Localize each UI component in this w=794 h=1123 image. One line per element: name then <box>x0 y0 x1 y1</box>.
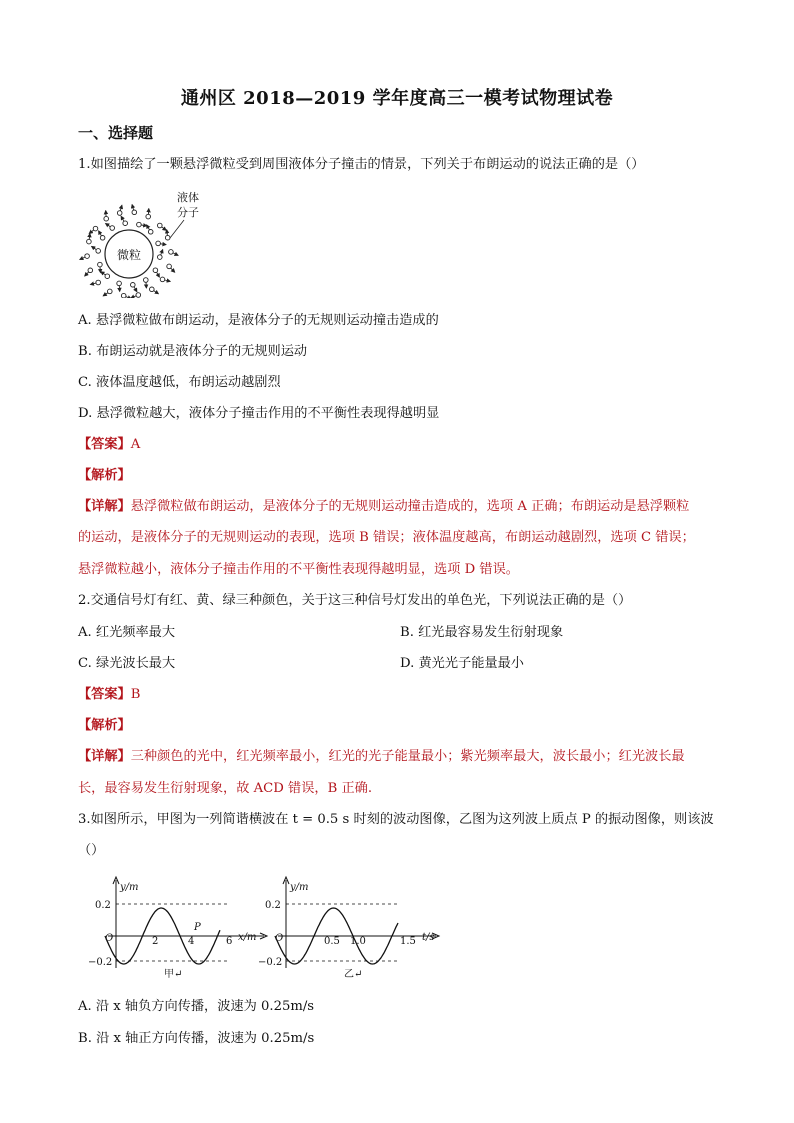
q1-analysis-tag: 【解析】 <box>78 468 131 483</box>
molecule <box>153 268 158 273</box>
molecule <box>100 236 105 241</box>
detail-text: 三种颜色的光中，红光频率最小，红光的光子能量最小；紫光频率最大，波长最小；红光波长最 <box>130 749 685 764</box>
q3-option-b: B. 沿 x 轴正方向传播，波速为 0.25m/s <box>78 1031 315 1046</box>
molecule-velocity-arrow <box>103 293 108 296</box>
y-tick-label: −0.2 <box>88 957 113 968</box>
q3-stem-line-2: （） <box>78 843 105 858</box>
q3-stem-line-1: 3.如图所示，甲图为一列简谐横波在 t = 0.5 s 时刻的波动图像，乙图为这列波上质点 P 的振动图像，则该波 <box>78 812 714 827</box>
molecule <box>158 223 163 228</box>
particle-label: 微粒 <box>116 248 142 262</box>
molecule <box>96 280 101 285</box>
molecule-velocity-arrow <box>147 225 150 230</box>
molecule <box>160 277 165 282</box>
molecule <box>98 262 103 267</box>
molecule <box>131 283 136 288</box>
molecule <box>136 293 141 298</box>
molecule-velocity-arrow <box>131 296 136 298</box>
x-tick-label: 1.0 <box>350 936 366 947</box>
molecule-velocity-arrow <box>173 253 178 256</box>
molecule <box>144 278 149 283</box>
molecule <box>117 281 122 286</box>
molecule-velocity-arrow <box>154 291 159 294</box>
y-tick-label: −0.2 <box>258 957 283 968</box>
answer-value: B <box>130 687 141 702</box>
molecule <box>169 250 174 255</box>
q1-detail-line-1 <box>78 498 689 516</box>
x-tick-label: 2 <box>152 936 159 947</box>
molecule-velocity-arrow <box>167 230 168 236</box>
wave-graph-jia <box>88 872 278 982</box>
answer-value: A <box>130 437 141 452</box>
molecule-velocity-arrow <box>141 225 147 226</box>
molecule-velocity-arrow <box>162 227 167 230</box>
molecule <box>150 287 155 292</box>
q1-option-c: C. 液体温度越低，布朗运动越剧烈 <box>78 375 281 390</box>
molecule-velocity-arrow <box>120 205 122 211</box>
molecule <box>132 210 137 215</box>
graph-caption: 乙↵ <box>344 969 363 980</box>
q1-stem: 1.如图描绘了一颗悬浮微粒受到周围液体分子撞击的情景，下列关于布朗运动的说法正确的是（） <box>78 157 645 172</box>
molecule <box>167 264 172 269</box>
molecule <box>156 241 161 246</box>
y-tick-label: 0.2 <box>95 900 111 911</box>
molecule-velocity-arrow <box>80 257 85 259</box>
x-axis-label: t/s <box>422 932 435 943</box>
molecule-velocity-arrow <box>99 231 102 236</box>
molecule <box>85 254 90 259</box>
x-tick-label: 1.5 <box>400 936 416 947</box>
liquid-label-1: 液体 <box>177 191 199 204</box>
molecule-velocity-arrow <box>171 268 175 272</box>
molecule <box>121 293 126 298</box>
q1-answer <box>78 436 140 454</box>
q2-analysis-tag: 【解析】 <box>78 718 131 733</box>
molecule-velocity-arrow <box>126 297 131 298</box>
x-axis-label: x/m <box>238 932 257 943</box>
molecule-velocity-arrow <box>89 234 90 240</box>
molecule-velocity-arrow <box>157 272 160 277</box>
molecule <box>87 239 92 244</box>
molecule-velocity-arrow <box>165 280 171 281</box>
molecule-velocity-arrow <box>132 205 134 211</box>
page-title: 通州区 2018—2019 学年度高三一模考试物理试卷 <box>180 88 614 109</box>
detail-text: 悬浮微粒做布朗运动，是液体分子的无规则运动撞击造成的，选项 A 正确；布朗运动是悬浮颗粒 <box>130 499 690 514</box>
molecule-velocity-arrow <box>161 250 163 255</box>
molecule-velocity-arrow <box>134 287 137 292</box>
q2-detail-line-2: 长，最容易发生衍射现象，故 ACD 错误，B 正确. <box>78 781 373 796</box>
molecule <box>123 221 128 226</box>
molecule <box>110 226 115 231</box>
y-axis-label: y/m <box>120 882 139 893</box>
molecule <box>137 222 142 227</box>
section-heading: 一、选择题 <box>78 124 154 142</box>
origin-label: O <box>105 933 114 944</box>
q1-detail-line-2: 的运动，是液体分子的无规则运动的表现，选项 B 错误；液体温度越高，布朗运动越剧烈，选项 C 错误； <box>78 530 695 545</box>
molecule-velocity-arrow <box>100 267 101 273</box>
molecule <box>117 211 122 216</box>
molecule-velocity-arrow <box>85 272 89 276</box>
answer-tag: 【答案】 <box>78 437 131 452</box>
brownian-motion-figure <box>76 186 206 298</box>
molecule <box>158 255 163 260</box>
answer-tag: 【答案】 <box>78 687 131 702</box>
molecule-velocity-arrow <box>106 224 111 227</box>
molecule <box>108 289 113 294</box>
molecule <box>96 249 101 254</box>
q1-option-d: D. 悬浮微粒越大，液体分子撞击作用的不平衡性表现得越明显 <box>78 406 440 421</box>
q2-option-c: C. 绿光波长最大 <box>78 656 176 671</box>
q3-option-a: A. 沿 x 轴负方向传播，波速为 0.25m/s <box>78 999 315 1014</box>
molecule-velocity-arrow <box>90 283 96 284</box>
q2-option-a: A. 红光频率最大 <box>78 625 176 640</box>
graph-caption: 甲↵ <box>164 969 183 980</box>
detail-tag: 【详解】 <box>78 749 131 764</box>
q2-option-b: B. 红光最容易发生衍射现象 <box>400 625 564 640</box>
q1-option-a: A. 悬浮微粒做布朗运动，是液体分子的无规则运动撞击造成的 <box>78 313 439 328</box>
q1-detail-line-3: 悬浮微粒越小，液体分子撞击作用的不平衡性表现得越明显，选项 D 错误。 <box>78 562 519 577</box>
molecule-velocity-arrow <box>92 246 97 249</box>
molecule-velocity-arrow <box>121 216 124 221</box>
x-tick-label: 0.5 <box>324 936 340 947</box>
molecule <box>165 235 170 240</box>
molecule <box>93 226 98 231</box>
liquid-label-2: 分子 <box>177 206 199 219</box>
q2-detail-line-1 <box>78 748 685 766</box>
x-tick-label: 6 <box>226 936 233 947</box>
q2-answer <box>78 686 140 704</box>
molecule-velocity-arrow <box>89 230 94 234</box>
q2-option-d: D. 黄光光子能量最小 <box>400 656 524 671</box>
point-p-label: P <box>194 922 201 933</box>
detail-tag: 【详解】 <box>78 499 131 514</box>
molecule <box>104 216 109 221</box>
q2-stem: 2.交通信号灯有红、黄、绿三种颜色，关于这三种信号灯发出的单色光，下列说法正确的是（） <box>78 593 632 608</box>
q1-option-b: B. 布朗运动就是液体分子的无规则运动 <box>78 344 308 359</box>
x-tick-label: 4 <box>188 936 195 947</box>
origin-label: O <box>275 933 284 944</box>
molecule <box>146 214 151 219</box>
molecule <box>148 230 153 235</box>
y-axis-label: y/m <box>290 882 309 893</box>
y-tick-label: 0.2 <box>265 900 281 911</box>
vibration-graph-yi <box>258 872 458 982</box>
label-pointer <box>170 220 184 238</box>
molecule-velocity-arrow <box>160 244 166 245</box>
molecule-velocity-arrow <box>101 272 106 275</box>
